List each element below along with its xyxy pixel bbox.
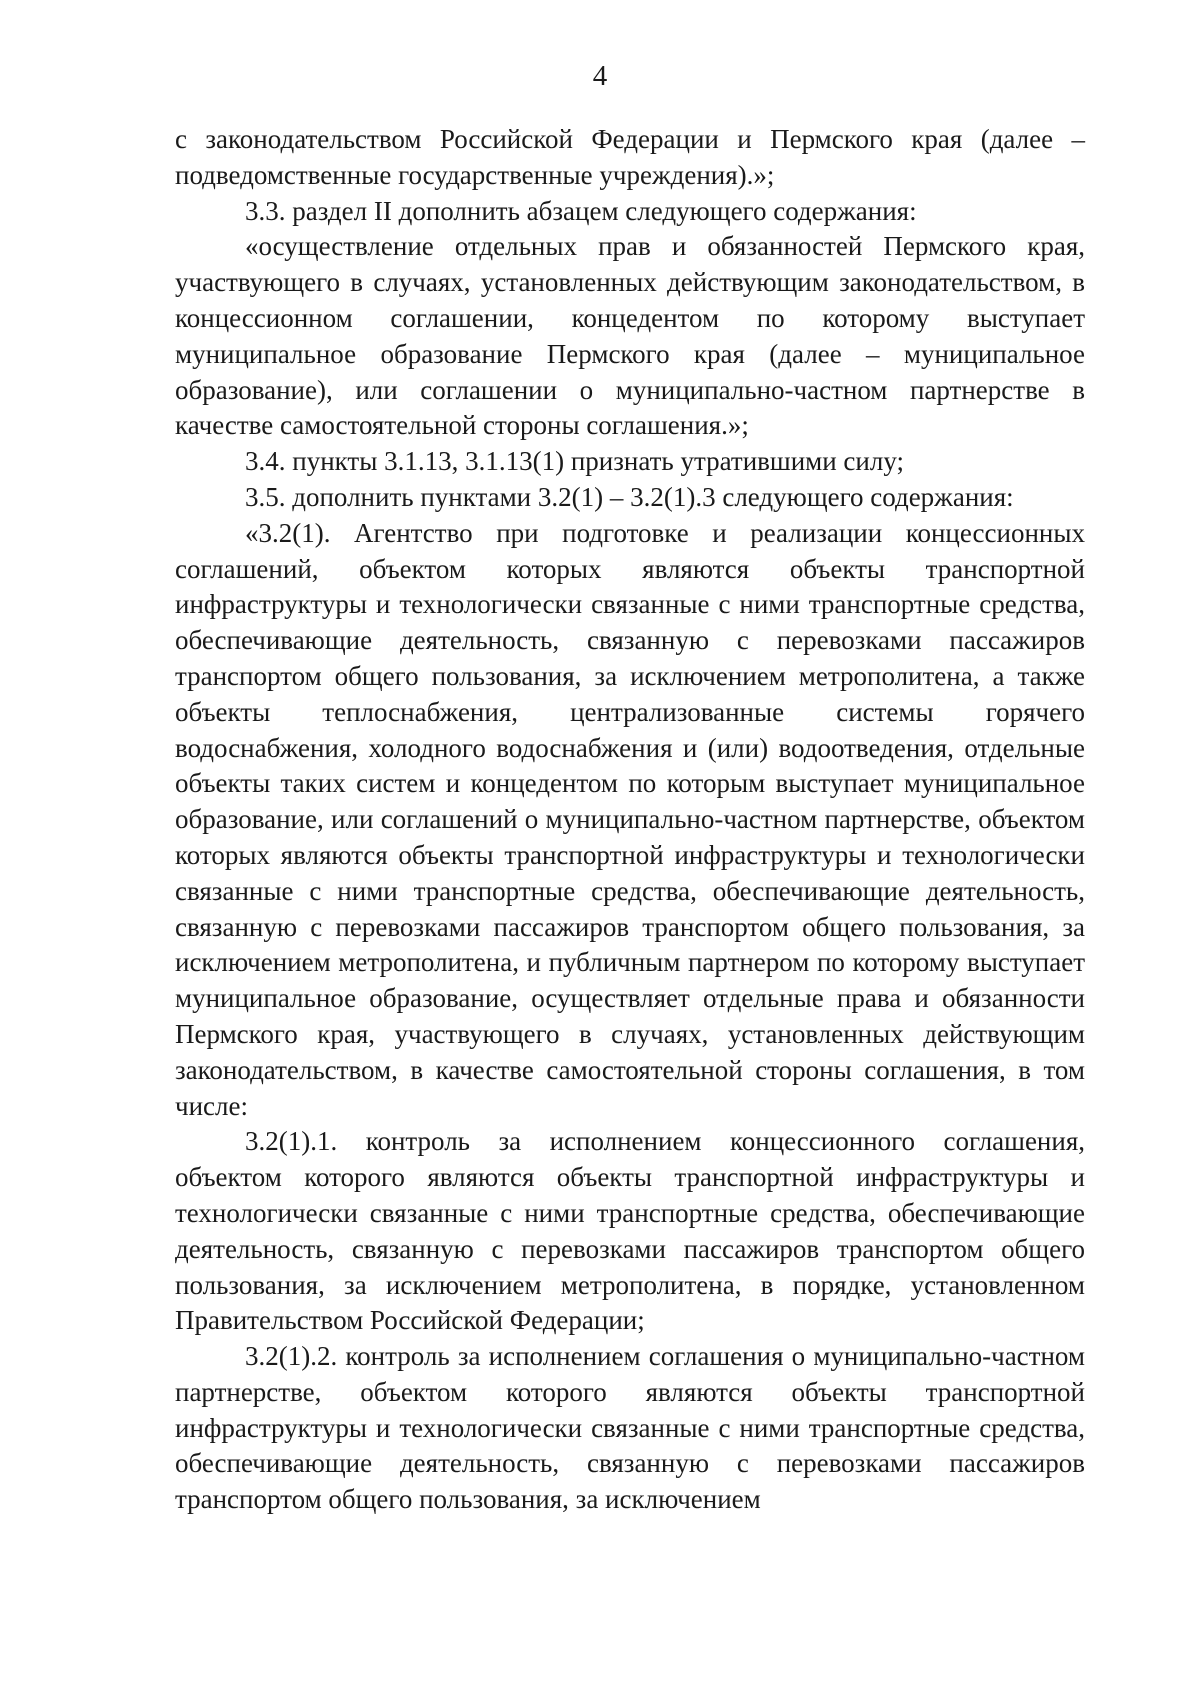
paragraph: 3.5. дополнить пунктами 3.2(1) – 3.2(1).3 следующего содержания:: [245, 481, 1014, 512]
paragraph: с законодательством Российской Федерации и Пермского края (далее – подведомственные государственные учреждения).»;: [175, 124, 1085, 190]
paragraph: 3.3. раздел II дополнить абзацем следующего содержания:: [245, 195, 917, 226]
paragraph: 3.2(1).2. контроль за исполнением соглашения о муниципально-частном партнерстве, объектом которого являются объекты транспортной инфраструктуры и технологически связанные с ними транспортные средства, обеспечивающие деятельность, связанную с перевозками пассажиров транспортом общего пользования, за исключением: [175, 1341, 1085, 1515]
paragraph: «3.2(1). Агентство при подготовке и реализации концессионных соглашений, объектом которых являются объекты транспортной инфраструктуры и технологически связанные с ними транспортные средства, обеспечивающие деятельность, связанную с перевозками пассажиров транспортом общего пользования, за исключением метрополитена, а также объекты теплоснабжения, централизованные системы горячего водоснабжения, холодного водоснабжения и (или) водоотведения, отдельные объекты таких систем и концедентом по которым выступает муниципальное образование, или соглашений о муниципально-частном партнерстве, объектом которых являются объекты транспортной инфраструктуры и технологически связанные с ними транспортные средства, обеспечивающие деятельность, связанную с перевозками пассажиров транспортом общего пользования, за исключением метрополитена, и публичным партнером по которому выступает муниципальное образование, осуществляет отдельные права и обязанности Пермского края, участвующего в случаях, установленных действующим законодательством, в качестве самостоятельной стороны соглашения, в том числе:: [175, 517, 1085, 1121]
paragraph: «осуществление отдельных прав и обязанностей Пермского края, участвующего в случаях, установленных действующим законодательством, в концессионном соглашении, концедентом по которому выступает муниципальное образование Пермского края (далее – муниципальное образование), или соглашении о муниципально-частном партнерстве в качестве самостоятельной стороны соглашения.»;: [175, 231, 1085, 441]
page-number: 4: [592, 60, 608, 92]
paragraph: 3.2(1).1. контроль за исполнением концессионного соглашения, объектом которого являются объекты транспортной инфраструктуры и технологически связанные с ними транспортные средства, обеспечивающие деятельность, связанную с перевозками пассажиров транспортом общего пользования, за исключением метрополитена, в порядке, установленном Правительством Российской Федерации;: [175, 1126, 1085, 1336]
document-body: [175, 122, 1085, 1518]
paragraph: 3.4. пункты 3.1.13, 3.1.13(1) признать утратившими силу;: [245, 446, 904, 477]
